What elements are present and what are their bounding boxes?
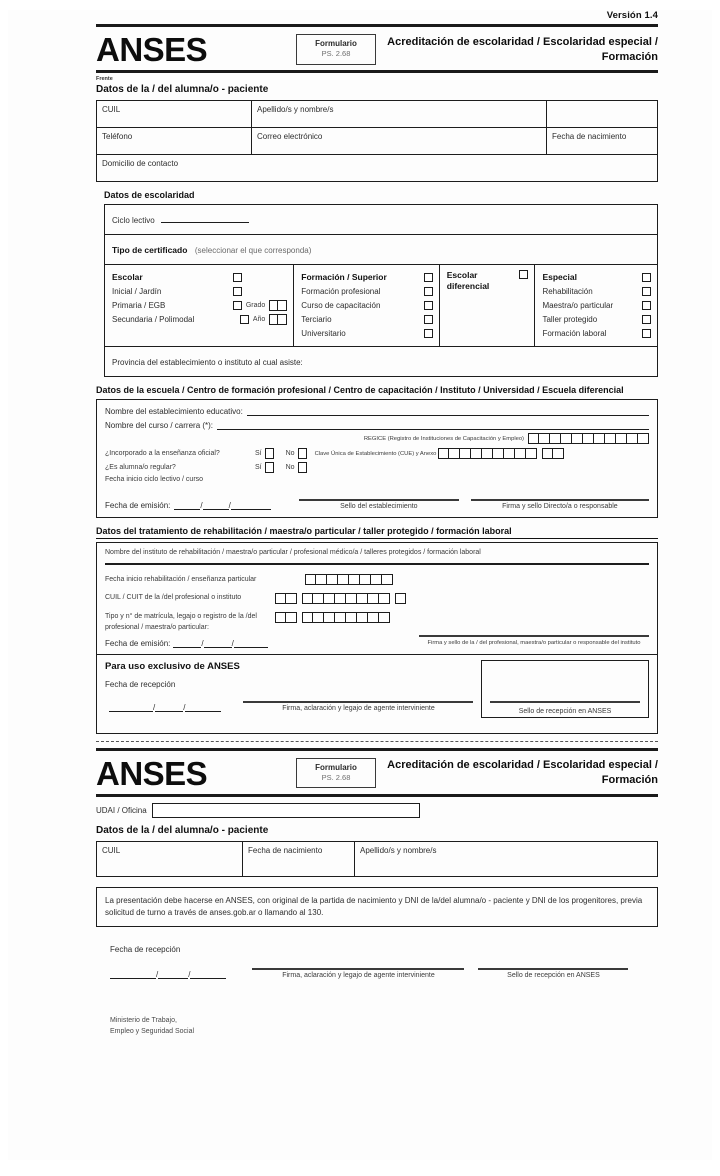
treatment-issue-date-input[interactable]: / /	[173, 638, 267, 648]
course-name-row	[105, 420, 649, 430]
anio-label: Año	[252, 315, 266, 323]
checkbox-escolar-diferencial[interactable]	[519, 270, 528, 279]
school-year-input[interactable]	[161, 222, 249, 223]
school-data-heading: Datos de la escuela / Centro de formación profesional / Centro de capacitación / Instituto / Universidad / Escuela diferencial	[96, 385, 624, 396]
anio-input-boxes[interactable]	[269, 314, 287, 325]
cell-surname-names[interactable]: Apellido/s y nombre/s	[252, 101, 547, 127]
option-label: Terciario	[301, 314, 332, 324]
cell-surname-names[interactable]: Apellido/s y nombre/s	[360, 845, 437, 855]
grado-label: Grado	[245, 301, 266, 309]
header-bottom-rule	[96, 70, 658, 73]
official-question-label: ¿Incorporado a la enseñanza oficial?	[105, 450, 220, 458]
rehab-start-boxes[interactable]	[305, 574, 393, 585]
checkbox-official-no[interactable]	[298, 448, 307, 459]
anses-reception-date-input[interactable]: / /	[109, 702, 221, 712]
certificate-type-hint: (seleccionar el que corresponda)	[194, 246, 312, 256]
certificate-column-escolar	[105, 265, 294, 346]
no-label: No	[285, 450, 295, 458]
checkbox-row	[112, 298, 287, 312]
form-code-box	[296, 758, 376, 788]
cell-phone[interactable]: Teléfono	[97, 128, 252, 154]
anses-logo: ANSES	[96, 31, 208, 68]
yes-label: Sí	[255, 450, 262, 458]
checkbox-regular-no[interactable]	[298, 462, 307, 473]
registration-label: Tipo y n° de matrícula, legajo o registro de la /del profesional / maestra/o particular:	[105, 613, 257, 631]
cell-cuil[interactable]: CUIL	[97, 101, 252, 127]
front-marker: Frente	[96, 76, 113, 82]
certificate-type-row	[105, 235, 657, 265]
start-date-label[interactable]: Fecha inicio ciclo lectivo / curso	[105, 476, 204, 484]
form-code-value: PS. 2.68	[321, 49, 351, 59]
cuil-cuit-label: CUIL / CUIT de la /del profesional o instituto	[105, 594, 242, 602]
regice-input-boxes[interactable]	[528, 433, 649, 444]
cuil-body-boxes[interactable]	[302, 593, 390, 604]
director-signature-caption: Firma y sello Directo/a o responsable	[502, 503, 618, 511]
checkbox-taller-protegido[interactable]	[642, 315, 651, 324]
option-label: Inicial / Jardín	[112, 286, 162, 296]
treatment-heading: Datos del tratamiento de rehabilitación / maestra/o particular / taller protegido / formación laboral	[96, 525, 658, 539]
receipt-seal-caption: Sello de recepción en ANSES	[507, 971, 600, 979]
treatment-issue-date-label: Fecha de emisión:	[105, 639, 171, 649]
grado-input-boxes[interactable]	[269, 300, 287, 311]
student-data-table	[96, 100, 658, 182]
tear-off-divider	[96, 741, 658, 742]
checkbox-row	[301, 312, 432, 326]
school-year-row	[105, 205, 657, 235]
certificate-column-especial	[535, 265, 657, 346]
student-section-heading: Datos de la / del alumna/o - paciente	[96, 84, 269, 95]
cell-cuil[interactable]: CUIL	[97, 842, 243, 876]
establishment-name-row	[105, 406, 649, 416]
checkbox-inicial-jardin[interactable]	[233, 287, 242, 296]
professional-signature-block[interactable]	[419, 635, 649, 648]
professional-signature-caption: Firma y sello de la / del profesional, maestra/o particular o responsable del instituto	[427, 640, 641, 647]
udai-label: UDAI / Oficina	[96, 805, 147, 815]
form-code-box	[296, 34, 376, 64]
schooling-section-heading: Datos de escolaridad	[104, 190, 195, 200]
schooling-box	[104, 204, 658, 377]
receipt-student-table	[96, 841, 658, 877]
province-row[interactable]	[105, 347, 657, 376]
institute-name-input[interactable]	[105, 563, 649, 565]
anses-logo: ANSES	[96, 754, 208, 792]
province-label: Provincia del establecimiento o instituto al cual asiste:	[112, 358, 303, 368]
regice-label: REGICE (Registro de Instituciones de Capacitación y Empleo)	[363, 435, 524, 442]
checkbox-secundaria-polimodal[interactable]	[240, 315, 249, 324]
course-name-input[interactable]	[217, 420, 649, 430]
issue-date-input[interactable]: / /	[174, 500, 270, 510]
receipt-header	[96, 751, 658, 794]
director-signature-block[interactable]	[471, 499, 649, 510]
option-label: Taller protegido	[542, 314, 598, 324]
checkbox-row-title	[112, 270, 287, 284]
version-label: Versión 1.4	[606, 10, 658, 21]
checkbox-rehabilitacion[interactable]	[642, 287, 651, 296]
course-name-label: Nombre del curso / carrera (*):	[105, 421, 214, 431]
cell-address[interactable]: Domicilio de contacto	[102, 159, 179, 168]
receipt-reception-block	[96, 945, 658, 979]
cell-email[interactable]: Correo electrónico	[252, 128, 547, 154]
option-label: Formación laboral	[542, 328, 607, 338]
receipt-reception-date-label: Fecha de recepción	[110, 944, 181, 954]
regular-question-row	[105, 462, 649, 473]
option-label: Secundaria / Polimodal	[112, 314, 195, 324]
certificate-column-escolar-diferencial	[440, 265, 536, 346]
form-code-label: Formulario	[315, 39, 357, 49]
receipt-notice-box	[96, 887, 658, 927]
issue-date-label: Fecha de emisión:	[105, 501, 171, 511]
cell-birth-date[interactable]: Fecha de nacimiento	[552, 132, 627, 141]
anses-use-box	[96, 654, 658, 734]
checkbox-row	[112, 284, 287, 298]
table-row	[97, 128, 657, 155]
column-title: Escolar	[112, 272, 143, 283]
checkbox-primaria-egb[interactable]	[233, 301, 242, 310]
column-title: Escolar diferencial	[446, 270, 490, 291]
checkbox-row	[301, 284, 432, 298]
school-signature-row	[105, 499, 649, 517]
cuil-prefix-boxes[interactable]	[275, 593, 297, 604]
regular-question-label: ¿Es alumna/o regular?	[105, 464, 176, 472]
option-label: Maestra/o particular	[542, 300, 614, 310]
anses-reception-seal-caption: Sello de recepción en ANSES	[518, 707, 612, 715]
checkbox-terciario[interactable]	[424, 315, 433, 324]
cuil-check-box[interactable]	[395, 593, 406, 604]
column-title: Formación / Superior	[301, 272, 387, 283]
receipt-notice: La presentación debe hacerse en ANSES, con original de la partida de nacimiento y DNI de la/del alumna/o - paciente y DNI de los progenitores, previa solicitud de turno a través de anses.gob.ar o llamando al 130.	[105, 895, 643, 917]
option-label: Curso de capacitación	[301, 300, 381, 310]
establishment-seal-caption: Sello del establecimiento	[340, 503, 418, 511]
column-title: Especial	[542, 272, 577, 283]
receipt-seal-block[interactable]	[478, 968, 628, 979]
establishment-seal-block[interactable]	[299, 499, 459, 510]
cue-annex-boxes[interactable]	[542, 448, 564, 459]
treatment-signature-row	[105, 633, 649, 654]
official-question-row	[105, 448, 649, 459]
receipt-reception-date-input[interactable]: / /	[110, 969, 226, 979]
checkbox-formacion-laboral[interactable]	[642, 329, 651, 338]
cell-blank[interactable]	[547, 101, 657, 127]
registration-prefix-boxes[interactable]	[275, 612, 297, 623]
checkbox-row-title	[301, 270, 432, 284]
checkbox-row	[301, 326, 432, 340]
checkbox-row	[112, 312, 287, 326]
ministry-line-2: Empleo y Seguridad Social	[110, 1027, 195, 1035]
option-label: Universitario	[301, 328, 346, 338]
school-data-box	[96, 399, 658, 518]
option-label: Primaria / EGB	[112, 300, 166, 310]
table-row	[97, 101, 657, 128]
form-header	[96, 27, 658, 70]
cue-input-boxes[interactable]	[438, 448, 537, 459]
udai-input[interactable]	[152, 803, 420, 818]
certificate-type-label: Tipo de certificado	[112, 245, 188, 256]
checkbox-row-title	[542, 270, 651, 284]
cell-birth-date[interactable]: Fecha de nacimiento	[243, 842, 355, 876]
option-label: Formación profesional	[301, 286, 381, 296]
receipt-agent-signature-caption: Firma, aclaración y legajo de agente interviniente	[282, 971, 435, 979]
checkbox-row	[542, 312, 651, 326]
receipt-student-heading: Datos de la / del alumna/o - paciente	[96, 824, 269, 836]
treatment-heading-wrap	[96, 525, 658, 539]
institute-name-label: Nombre del instituto de rehabilitación / maestra/o particular / profesional médico/a / talleres protegidos / formación laboral	[105, 549, 481, 557]
checkbox-formacion-superior[interactable]	[424, 273, 433, 282]
registration-row	[105, 612, 649, 633]
checkbox-formacion-profesional[interactable]	[424, 287, 433, 296]
form-sheet	[8, 10, 712, 1160]
regice-row	[105, 433, 649, 444]
anses-agent-signature-caption: Firma, aclaración y legajo de agente interviniente	[282, 704, 435, 712]
checkbox-row	[542, 298, 651, 312]
certificate-type-grid	[105, 265, 657, 347]
checkbox-row	[542, 326, 651, 340]
option-label: Rehabilitación	[542, 286, 593, 296]
checkbox-row	[301, 298, 432, 312]
ministry-line-1: Ministerio de Trabajo,	[110, 1016, 177, 1024]
checkbox-especial[interactable]	[642, 273, 651, 282]
anses-use-heading: Para uso exclusivo de ANSES	[105, 660, 240, 672]
table-row	[97, 155, 657, 181]
establishment-name-input[interactable]	[247, 406, 649, 416]
form-title: Acreditación de escolaridad / Escolaridad especial / Formación	[387, 35, 658, 63]
cuil-cuit-row	[105, 593, 649, 604]
anses-reception-date-label: Fecha de recepción	[105, 679, 176, 689]
form-title: Acreditación de escolaridad / Escolaridad especial / Formación	[387, 759, 658, 787]
checkbox-maestro-particular[interactable]	[642, 301, 651, 310]
school-year-label: Ciclo lectivo	[112, 216, 155, 226]
certificate-column-formacion	[294, 265, 439, 346]
form-content	[96, 10, 658, 1037]
form-code-value: PS. 2.68	[321, 773, 351, 783]
checkbox-row	[542, 284, 651, 298]
rehab-start-row	[105, 574, 649, 585]
receipt-bottom-rule	[96, 794, 658, 797]
anses-agent-signature-block[interactable]	[243, 701, 473, 712]
checkbox-universitario[interactable]	[424, 329, 433, 338]
checkbox-regular-yes[interactable]	[265, 462, 274, 473]
registration-body-boxes[interactable]	[302, 612, 390, 623]
no-label: No	[285, 464, 295, 472]
anses-reception-seal-box[interactable]	[481, 660, 649, 718]
yes-label: Sí	[255, 464, 262, 472]
checkbox-row-title	[446, 270, 529, 291]
checkbox-curso-capacitacion[interactable]	[424, 301, 433, 310]
receipt-agent-signature-block[interactable]	[252, 968, 464, 979]
ministry-footer	[96, 1015, 658, 1037]
table-row	[97, 842, 657, 876]
checkbox-escolar[interactable]	[233, 273, 242, 282]
checkbox-official-yes[interactable]	[265, 448, 274, 459]
form-code-label: Formulario	[315, 763, 357, 773]
cue-label: Clave Única de Establecimiento (CUE) y Anexo	[314, 450, 437, 457]
udai-row	[96, 803, 658, 818]
treatment-box	[96, 542, 658, 655]
establishment-name-label: Nombre del establecimiento educativo:	[105, 407, 243, 417]
rehab-start-label: Fecha inicio rehabilitación / enseñanza particular	[105, 576, 257, 584]
